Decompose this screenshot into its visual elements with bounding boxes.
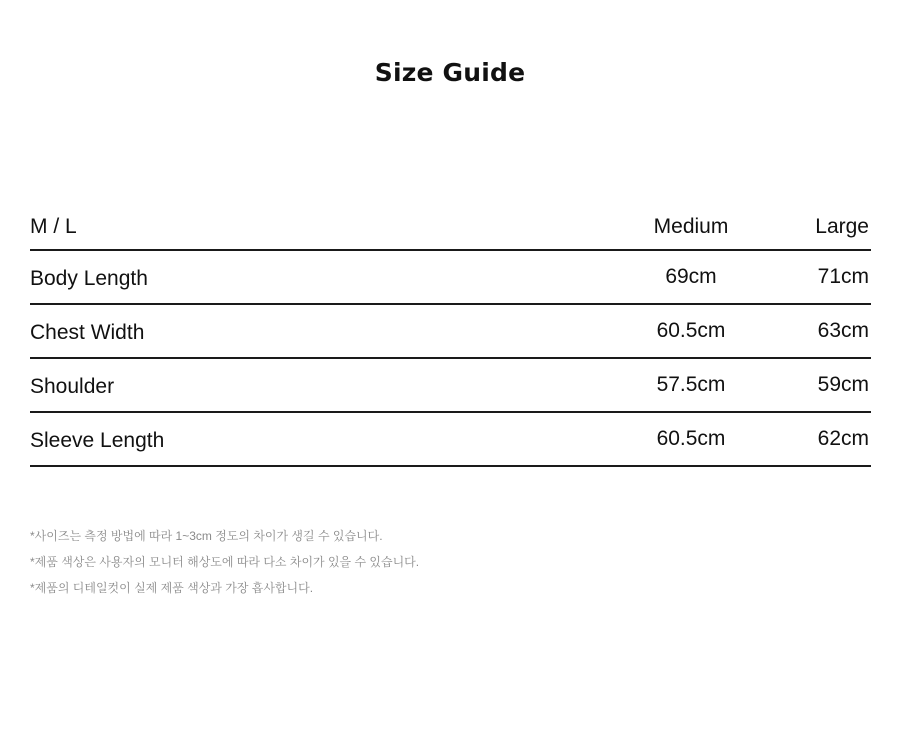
table-row-sleeve-length: [30, 413, 871, 467]
table-row-shoulder: [30, 359, 871, 413]
large-value: 62cm: [817, 427, 869, 450]
table-row-chest-width: [30, 305, 871, 359]
note-monitor-color: *제품 색상은 사용자의 모니터 해상도에 따라 다소 차이가 있을 수 있습니다.: [30, 555, 420, 569]
table-row-body-length: [30, 251, 871, 305]
header-medium: Medium: [653, 215, 729, 238]
medium-value: 57.5cm: [656, 373, 726, 396]
row-label: Sleeve Length: [30, 429, 165, 452]
note-measurement: *사이즈는 측정 방법에 따라 1~3cm 정도의 차이가 생길 수 있습니다.: [30, 529, 383, 543]
large-value: 63cm: [817, 319, 869, 342]
large-value: 59cm: [817, 373, 869, 396]
medium-value: 69cm: [665, 265, 717, 288]
size-notes: [30, 526, 419, 604]
size-table: [30, 204, 871, 467]
note-detail-cut: *제품의 디테일컷이 실제 제품 색상과 가장 흡사합니다.: [30, 581, 314, 595]
row-label: Shoulder: [30, 375, 115, 398]
medium-value: 60.5cm: [656, 427, 726, 450]
row-label: Chest Width: [30, 321, 145, 344]
page-title: Size Guide: [374, 58, 526, 87]
large-value: 71cm: [817, 265, 869, 288]
header-large: Large: [815, 215, 869, 238]
medium-value: 60.5cm: [656, 319, 726, 342]
row-label: Body Length: [30, 267, 148, 290]
table-header-row: [30, 204, 871, 251]
header-size-label: M / L: [30, 215, 77, 238]
